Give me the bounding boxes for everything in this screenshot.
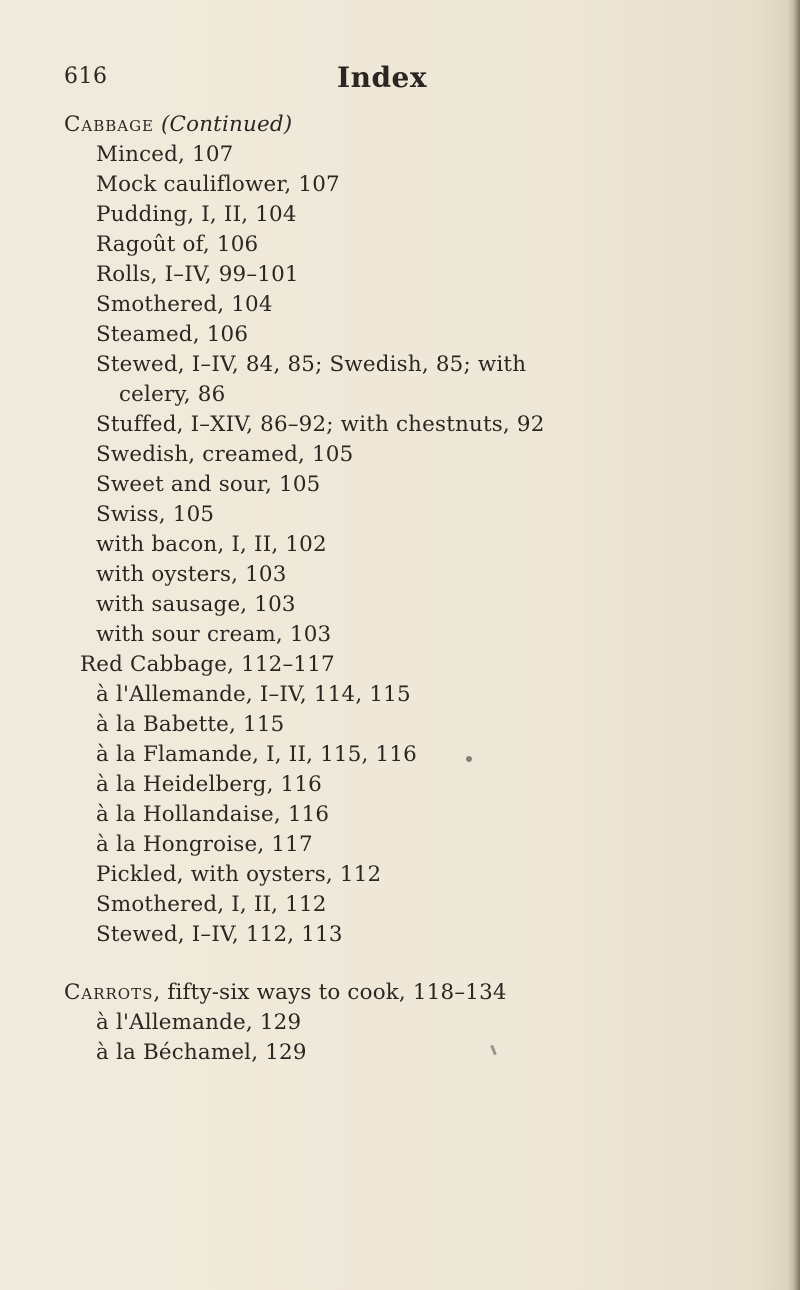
red-cabbage-entry-pickled: Pickled, with oysters, 112 [96, 862, 382, 887]
carrots-heading-label: Carrots [64, 980, 154, 1005]
cabbage-entry-with-sausage: with sausage, 103 [96, 592, 296, 617]
carrots-entry-bechamel: à la Béchamel, 129 [96, 1040, 307, 1065]
ink-speck [466, 756, 472, 762]
red-cabbage-entry-babette: à la Babette, 115 [96, 712, 285, 737]
cabbage-entry-mock-cauliflower: Mock cauliflower, 107 [96, 172, 340, 197]
cabbage-entry-sweet-and-sour: Sweet and sour, 105 [96, 472, 321, 497]
red-cabbage-entry-hongroise: à la Hongroise, 117 [96, 832, 313, 857]
cabbage-entry-swiss: Swiss, 105 [96, 502, 215, 527]
red-cabbage-entry-heidelberg: à la Heidelberg, 116 [96, 772, 322, 797]
red-cabbage-entry-smothered: Smothered, I, II, 112 [96, 892, 327, 917]
carrots-entry-allemande: à l'Allemande, 129 [96, 1010, 302, 1035]
cabbage-entry-stuffed: Stuffed, I–XIV, 86–92; with chestnuts, 92 [96, 412, 545, 437]
running-head: Index [337, 61, 428, 94]
cabbage-heading [64, 110, 292, 140]
cabbage-entry-steamed: Steamed, 106 [96, 322, 249, 347]
carrots-heading [64, 978, 507, 1008]
cabbage-entry-stewed-continuation: celery, 86 [119, 382, 226, 407]
cabbage-entry-ragout: Ragoût of, 106 [96, 232, 259, 257]
index-entries [0, 110, 800, 1110]
cabbage-entry-minced: Minced, 107 [96, 142, 234, 167]
cabbage-entry-with-bacon: with bacon, I, II, 102 [96, 532, 327, 557]
carrots-heading-rest: , fifty-six ways to cook, 118–134 [153, 980, 507, 1005]
cabbage-entry-with-sour-cream: with sour cream, 103 [96, 622, 332, 647]
cabbage-heading-label: Cabbage [64, 112, 155, 137]
cabbage-entry-rolls: Rolls, I–IV, 99–101 [96, 262, 299, 287]
red-cabbage-entry-flamande: à la Flamande, I, II, 115, 116 [96, 742, 417, 767]
red-cabbage-entry-hollandaise: à la Hollandaise, 116 [96, 802, 330, 827]
page-number: 616 [64, 64, 108, 89]
red-cabbage-entry-allemande: à l'Allemande, I–IV, 114, 115 [96, 682, 411, 707]
cabbage-entry-smothered: Smothered, 104 [96, 292, 273, 317]
red-cabbage-entry-stewed: Stewed, I–IV, 112, 113 [96, 922, 343, 947]
cabbage-entry-stewed: Stewed, I–IV, 84, 85; Swedish, 85; with [96, 352, 527, 377]
cabbage-continued-label: (Continued) [161, 112, 293, 137]
cabbage-entry-with-oysters: with oysters, 103 [96, 562, 287, 587]
page-header [0, 48, 800, 94]
red-cabbage-heading: Red Cabbage, 112–117 [80, 652, 335, 677]
cabbage-entry-swedish-creamed: Swedish, creamed, 105 [96, 442, 354, 467]
cabbage-entry-pudding: Pudding, I, II, 104 [96, 202, 297, 227]
